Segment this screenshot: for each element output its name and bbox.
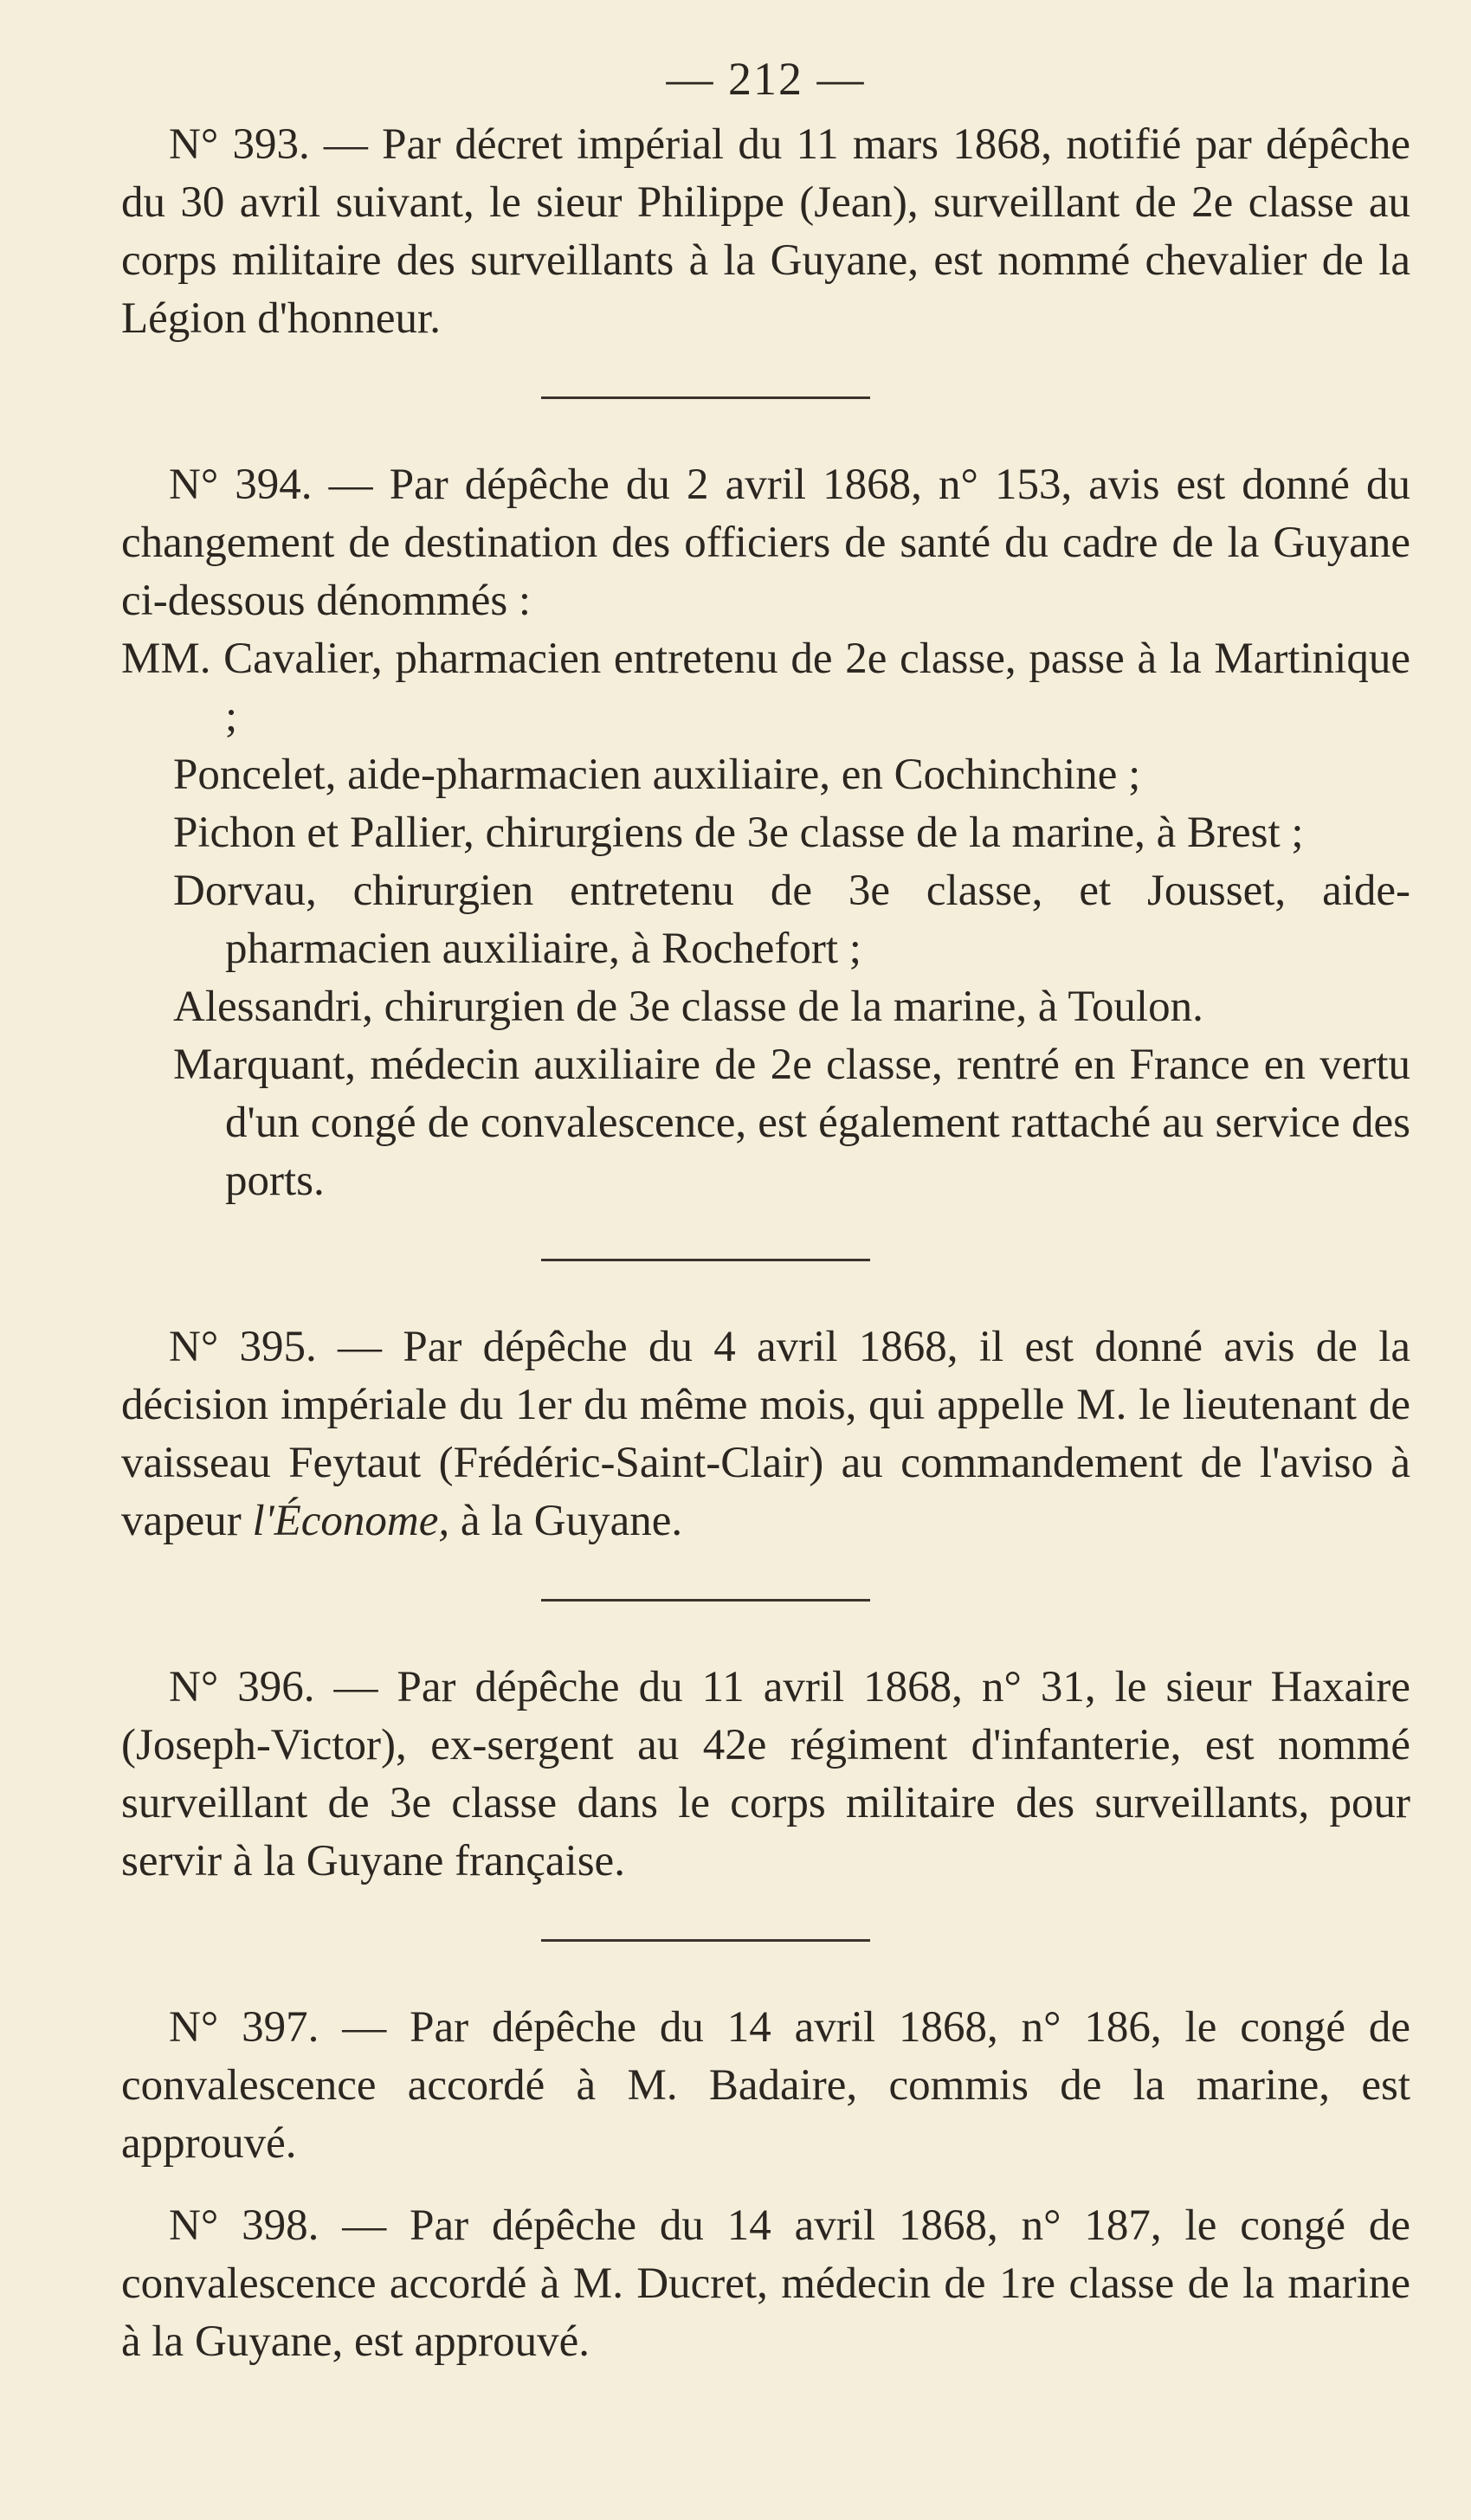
section-divider: [541, 396, 870, 399]
section-divider: [541, 1599, 870, 1602]
entry-395-before: N° 395. — Par dépêche du 4 avril 1868, il est donné avis de la décision impériale du 1er du même mois, qui appelle M. le lieutenant de vaisseau Feytaut (Frédéric-Saint-Clair) au commandement de l'aviso à vapeur: [121, 1323, 1410, 1545]
entry-393-text: N° 393. — Par décret impérial du 11 mars 1868, notifié par dépêche du 30 avril suivant, le sieur Philippe (Jean), surveillant de 2e classe au corps militaire des surveillants à la Guyane, est nommé chevalier de la Légion d'honneur.: [121, 120, 1410, 343]
entry-395-after: à la Guyane.: [449, 1497, 683, 1545]
entry-397: [121, 1999, 1410, 2173]
entry-396: [121, 1659, 1410, 1891]
officer-list-item: Poncelet, aide-pharmacien auxiliaire, en Cochinchine ;: [173, 751, 1141, 799]
entry-394: [121, 456, 1410, 630]
page-number: — 212 —: [666, 53, 866, 105]
entry-395-text: [121, 1318, 1410, 1550]
section-divider: [541, 1259, 870, 1261]
officer-list-item: Alessandri, chirurgien de 3e classe de la marine, à Toulon.: [173, 983, 1203, 1031]
entry-397-text: N° 397. — Par dépêche du 14 avril 1868, n° 186, le congé de convalescence accordé à M. Badaire, commis de la marine, est approuvé.: [121, 2003, 1410, 2168]
officer-list-item: MM. Cavalier, pharmacien entretenu de 2e classe, passe à la Martinique ;: [121, 635, 1410, 741]
ship-name: l'Économe,: [252, 1497, 450, 1545]
officer-list: [121, 630, 1410, 1210]
entry-398-text: N° 398. — Par dépêche du 14 avril 1868, n° 187, le congé de convalescence accordé à M. Ducret, médecin de 1re classe de la marine à la Guyane, est approuvé.: [121, 2201, 1410, 2366]
officer-list-item: Dorvau, chirurgien entretenu de 3e classe, et Jousset, aide-pharmacien auxiliaire, à Rochefort ;: [173, 867, 1410, 973]
entry-395: [121, 1318, 1410, 1550]
entry-398: [121, 2197, 1410, 2371]
spacer: [121, 2173, 1410, 2197]
entry-394-intro: N° 394. — Par dépêche du 2 avril 1868, n° 153, avis est donné du changement de destination des officiers de santé du cadre de la Guyane ci-dessous dénommés :: [121, 461, 1410, 625]
entry-396-text: N° 396. — Par dépêche du 11 avril 1868, n° 31, le sieur Haxaire (Joseph-Victor), ex-sergent au 42e régiment d'infanterie, est nommé surveillant de 3e classe dans le corps militaire des surveillants, pour servir à la Guyane française.: [121, 1663, 1410, 1885]
officer-list-item: Marquant, médecin auxiliaire de 2e classe, rentré en France en vertu d'un congé de convalescence, est également rattaché au service des ports.: [173, 1041, 1410, 1205]
officer-list-item: Pichon et Pallier, chirurgiens de 3e classe de la marine, à Brest ;: [173, 809, 1304, 857]
entry-393: [121, 116, 1410, 348]
section-divider: [541, 1939, 870, 1942]
